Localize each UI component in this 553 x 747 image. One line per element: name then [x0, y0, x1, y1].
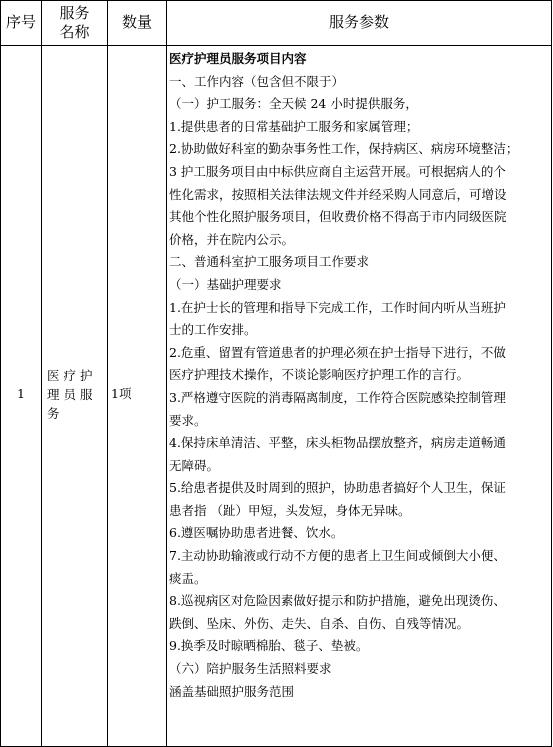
- header-service-name-line2: 名称: [59, 23, 90, 41]
- params-title: 医疗护理员服务项目内容: [169, 51, 307, 66]
- col-divider-1: [41, 0, 42, 747]
- params-line: 1.在护士长的管理和指导下完成工作，工作时间内听从当班护: [169, 299, 506, 315]
- params-line: 无障碍。: [169, 457, 220, 473]
- params-line: 医疗护理技术操作，不谈论影响医疗护理工作的言行。: [169, 367, 470, 383]
- params-line: 2.危重、留置有管道患者的护理必须在护士指导下进行，不做: [169, 344, 506, 360]
- params-line: 1.提供患者的日常基础护工服务和家属管理；: [169, 118, 419, 134]
- row-seq: 1: [17, 386, 25, 401]
- params-line: （六）陪护服务生活照料要求: [169, 661, 332, 677]
- row-qty: 1项: [111, 386, 132, 401]
- params-line: 4.保持床单清洁、平整，床头柜物品摆放整齐，病房走道畅通: [169, 435, 506, 451]
- header-service-name: [42, 4, 107, 42]
- params-line: 其他个性化照护服务项目，但收费价格不得高于市内同级医院: [169, 209, 507, 225]
- params-line: 2.协助做好科室的勤杂事务性工作，保持病区、病房环境整洁；: [169, 141, 519, 157]
- params-line: 一、工作内容（包含但不限于）: [169, 73, 345, 89]
- params-line: 涵盖基础照护服务范围: [169, 683, 295, 699]
- table-right-border: [551, 0, 552, 747]
- header-params: 服务参数: [328, 13, 389, 31]
- col-divider-2: [107, 0, 108, 747]
- row-service-name: [47, 366, 105, 423]
- params-line: 6.遵医嘱协助患者进餐、饮水。: [169, 525, 344, 541]
- table-top-border: [0, 0, 552, 1]
- params-line: 7.主动协助输液或行动不方便的患者上卫生间或倾倒大小便、: [169, 548, 506, 564]
- header-qty: 数量: [121, 13, 152, 31]
- params-line: 9.换季及时晾晒棉胎、毯子、垫被。: [169, 638, 369, 654]
- params-line: 士的工作安排。: [169, 322, 257, 338]
- params-line: 5.给患者提供及时周到的照护，协助患者搞好个人卫生，保证: [169, 480, 506, 496]
- header-service-name-line1: 服务: [59, 4, 90, 22]
- row-service-name-line2: 理 员 服: [47, 387, 93, 402]
- header-seq: 序号: [5, 13, 36, 31]
- params-line: 二、普通科室护工服务项目工作要求: [169, 254, 370, 270]
- params-line: 患者指 （趾）甲短，头发短，身体无异味。: [169, 502, 411, 518]
- table-left-border: [0, 0, 1, 747]
- service-params-body: [169, 48, 547, 703]
- params-line: 要求。: [169, 412, 207, 428]
- col-divider-3: [166, 0, 167, 747]
- header-bottom-border: [0, 45, 552, 46]
- params-line: 跌倒、坠床、外伤、走失、自杀、自伤、自残等情况。: [169, 615, 470, 631]
- params-line: 价格，并在院内公示。: [169, 231, 295, 247]
- row-service-name-line1: 医 疗 护: [47, 368, 93, 383]
- params-line: 3 护工服务项目由中标供应商自主运营开展。可根据病人的个: [169, 163, 506, 179]
- params-line: 痰盂。: [169, 570, 207, 586]
- params-line: （一）基础护理要求: [169, 276, 282, 292]
- params-line: 性化需求，按照相关法律法规文件并经采购人同意后，可增设: [169, 186, 507, 202]
- params-line: 3.严格遵守医院的消毒隔离制度，工作符合医院感染控制管理: [169, 389, 506, 405]
- params-line: 8.巡视病区对危险因素做好提示和防护措施，避免出现烫伤、: [169, 593, 506, 609]
- params-line: （一）护工服务：全天候 24 小时提供服务，: [169, 96, 418, 112]
- row-service-name-line3: 务: [47, 406, 60, 421]
